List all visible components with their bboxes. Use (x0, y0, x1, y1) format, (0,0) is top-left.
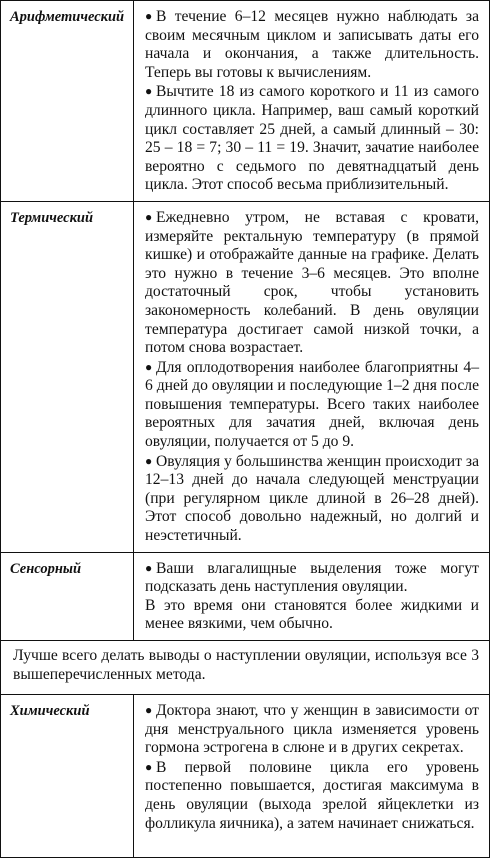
table-row-chemical (1, 695, 490, 858)
method-name-cell (1, 201, 134, 552)
method-name-cell (1, 552, 134, 640)
method-description-cell (134, 695, 490, 858)
description-paragraph: ● Ваши влагалищные выделения тоже могут подсказать день наступления овуляции. (145, 559, 479, 596)
bullet-icon: ● (145, 453, 153, 468)
description-paragraph: ● Ежедневно утром, не вставая с кровати, измеряйте ректальную температуру (в прямой кишке) и отображайте данные на графике. Делать это нужно в течение 3–6 месяцев. Это вполне достаточный срок, чтобы установить закономерность колебаний. В день овуляции температура достигает самой низкой точки, а потом снова возрастает. (145, 208, 479, 357)
table-row-sensory (1, 552, 490, 640)
bullet-icon: ● (145, 9, 153, 23)
description-paragraph: ● В первой половине цикла его уровень постепенно повышается, достигая максимума в день овуляции (выхода зрелой яйцеклетки из фолликула яичника), а затем начинает снижаться. (145, 758, 479, 832)
method-description-cell (134, 552, 490, 640)
description-paragraph: ● Овуляция у большинства женщин происходит за 12–13 дней до начала следующей менструации (при регулярном цикле длиной в 26–28 дней). Этот способ довольно надежный, но долгий и неэстетичный. (145, 452, 479, 545)
description-paragraph: В это время они становятся более жидкими и менее вязкими, чем обычно. (145, 596, 479, 633)
method-name-cell (1, 1, 134, 202)
table-row-arithmetic (1, 1, 490, 202)
method-name-chemical: Химический (10, 703, 90, 719)
method-description-cell (134, 201, 490, 552)
table-row-thermal (1, 201, 490, 552)
description-paragraph: ● Вычтите 18 из самого короткого и 11 из самого длинного цикла. Например, ваш самый короткий цикл составляет 25 дней, а самый длинный – 30: 25 – 18 = 7; 30 – 11 = 19. Значит, зачатие наиболее вероятно с седьмого по девятнадцатый день цикла. Этот способ весьма приблизительный. (145, 83, 479, 194)
bullet-icon: ● (145, 560, 153, 575)
table-row-note (1, 641, 490, 695)
bullet-icon: ● (145, 209, 153, 224)
bullet-icon: ● (145, 84, 153, 99)
bullet-icon: ● (145, 359, 153, 374)
method-name-cell (1, 695, 134, 858)
method-name-sensory: Сенсорный (10, 560, 82, 577)
summary-note-cell (1, 641, 490, 695)
description-paragraph: ● В течение 6–12 месяцев нужно наблюдать за своим месячным циклом и записывать даты его начала и окончания, а также длительность. Теперь вы готовы к вычислениям. (145, 8, 479, 81)
bullet-icon: ● (145, 759, 153, 774)
description-paragraph: ● Доктора знают, что у женщин в зависимости от дня менструального цикла изменяется уровень гормона эстрогена в слюне и в других секретах. (145, 702, 479, 757)
method-description-cell (134, 1, 490, 202)
method-name-thermal: Термический (10, 209, 94, 226)
description-paragraph: ● Для оплодотворения наиболее благоприятны 4–6 дней до овуляции и последующие 1–2 дня после повышения температуры. Всего таких наиболее вероятных для зачатия дней, включая день овуляции, получается от 5 до 9. (145, 358, 479, 451)
bullet-icon: ● (145, 703, 153, 717)
method-name-arithmetic: Арифметический (10, 9, 125, 25)
summary-note: Лучше всего делать выводы о наступлении овуляции, используя все 3 вышеперечисленных метода. (13, 647, 479, 683)
